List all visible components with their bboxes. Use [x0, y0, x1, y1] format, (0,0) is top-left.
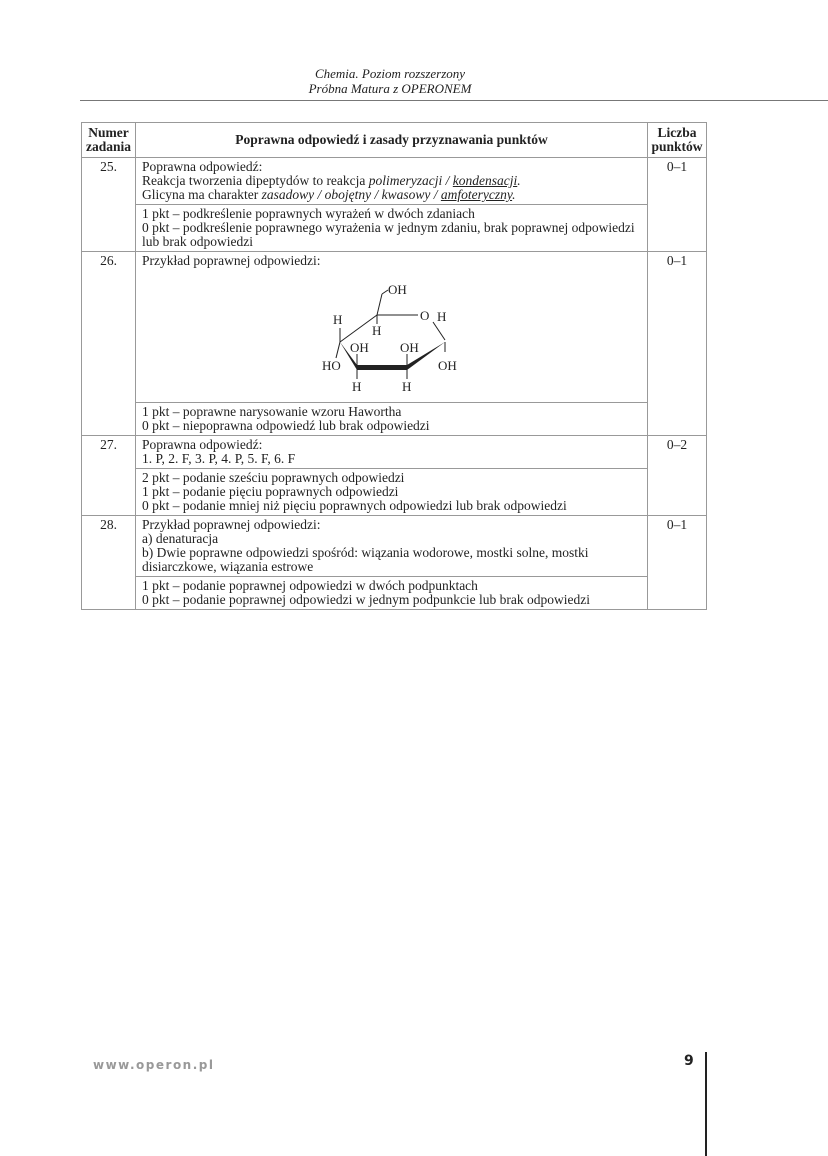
page-margin-bar: [705, 1052, 707, 1156]
footer-url: www.operon.pl: [93, 1058, 215, 1072]
svg-text:H: H: [437, 309, 447, 324]
scoring-line: 0 pkt – niepoprawna odpowiedź lub brak odpowiedzi: [142, 418, 430, 433]
answer-line: b) Dwie poprawne odpowiedzi spośród: wiązania wodorowe, mostki solne, mostki disiarczkowe, wiązania estrowe: [142, 545, 589, 574]
table-row: [82, 436, 707, 469]
points: 0–1: [648, 158, 707, 252]
svg-text:H: H: [333, 312, 343, 327]
svg-text:OH: OH: [388, 282, 407, 297]
table-row: [82, 252, 707, 403]
task-number: 25.: [82, 158, 136, 252]
scoring-row: [82, 469, 707, 516]
scoring-line: 1 pkt – podanie pięciu poprawnych odpowiedzi: [142, 484, 399, 499]
points: 0–1: [648, 516, 707, 610]
scoring-line: 1 pkt – poprawne narysowanie wzoru Hawortha: [142, 404, 402, 419]
svg-text:OH: OH: [350, 340, 369, 355]
answer-key-table: [81, 122, 707, 610]
svg-text:H: H: [352, 379, 362, 394]
svg-text:OH: OH: [438, 358, 457, 373]
answer-cell: [136, 252, 648, 403]
answer-line: 1. P, 2. F, 3. P, 4. P, 5. F, 6. F: [142, 451, 296, 466]
scoring-line: 0 pkt – podkreślenie poprawnego wyrażenia w jednym zdaniu, brak poprawnej odpowiedzi lub brak odpowiedzi: [142, 220, 635, 249]
scoring-cell: [136, 205, 648, 252]
svg-text:O: O: [420, 308, 430, 323]
answer-intro: Poprawna odpowiedź:: [142, 437, 263, 452]
task-number: 27.: [82, 436, 136, 516]
svg-text:HO: HO: [322, 358, 341, 373]
answer-sentence-2: Glicyna ma charakter zasadowy / obojętny / kwasowy / amfoteryczny.: [142, 187, 516, 202]
col-points: Liczba punktów: [648, 123, 707, 158]
col-number: Numer zadania: [82, 123, 136, 158]
svg-text:H: H: [402, 379, 412, 394]
task-number: 28.: [82, 516, 136, 610]
table-header: [82, 123, 707, 158]
answer-cell: [136, 516, 648, 577]
col-answer: Poprawna odpowiedź i zasady przyznawania punktów: [136, 123, 648, 158]
scoring-line: 1 pkt – podkreślenie poprawnych wyrażeń w dwóch zdaniach: [142, 206, 475, 221]
scoring-row: [82, 403, 707, 436]
answer-cell: [136, 436, 648, 469]
task-number: 26.: [82, 252, 136, 436]
scoring-cell: [136, 403, 648, 436]
scoring-line: 2 pkt – podanie sześciu poprawnych odpowiedzi: [142, 470, 405, 485]
scoring-row: [82, 205, 707, 252]
answer-intro: Przykład poprawnej odpowiedzi:: [142, 517, 321, 532]
answer-cell: [136, 158, 648, 205]
table-row: [82, 158, 707, 205]
haworth-structure: [142, 268, 641, 400]
scoring-cell: [136, 469, 648, 516]
points: 0–1: [648, 252, 707, 436]
header-subject: Chemia. Poziom rozszerzony: [314, 66, 466, 81]
scoring-row: [82, 577, 707, 610]
answer-sentence-1: Reakcja tworzenia dipeptydów to reakcja polimeryzacji / kondensacji.: [142, 173, 521, 188]
scoring-line: 0 pkt – podanie mniej niż pięciu poprawnych odpowiedzi lub brak odpowiedzi: [142, 498, 567, 513]
page-number: 9: [684, 1053, 694, 1069]
header-exam: Próbna Matura z OPERONEM: [308, 81, 472, 96]
svg-text:OH: OH: [400, 340, 419, 355]
points: 0–2: [648, 436, 707, 516]
svg-text:H: H: [372, 323, 382, 338]
scoring-cell: [136, 577, 648, 610]
table-row: [82, 516, 707, 577]
scoring-line: 0 pkt – podanie poprawnej odpowiedzi w jednym podpunkcie lub brak odpowiedzi: [142, 592, 591, 607]
answer-intro: Przykład poprawnej odpowiedzi:: [142, 253, 321, 268]
answer-line: a) denaturacja: [142, 531, 219, 546]
header-rule: [80, 100, 828, 101]
answer-intro: Poprawna odpowiedź:: [142, 159, 263, 174]
scoring-line: 1 pkt – podanie poprawnej odpowiedzi w dwóch podpunktach: [142, 578, 478, 593]
